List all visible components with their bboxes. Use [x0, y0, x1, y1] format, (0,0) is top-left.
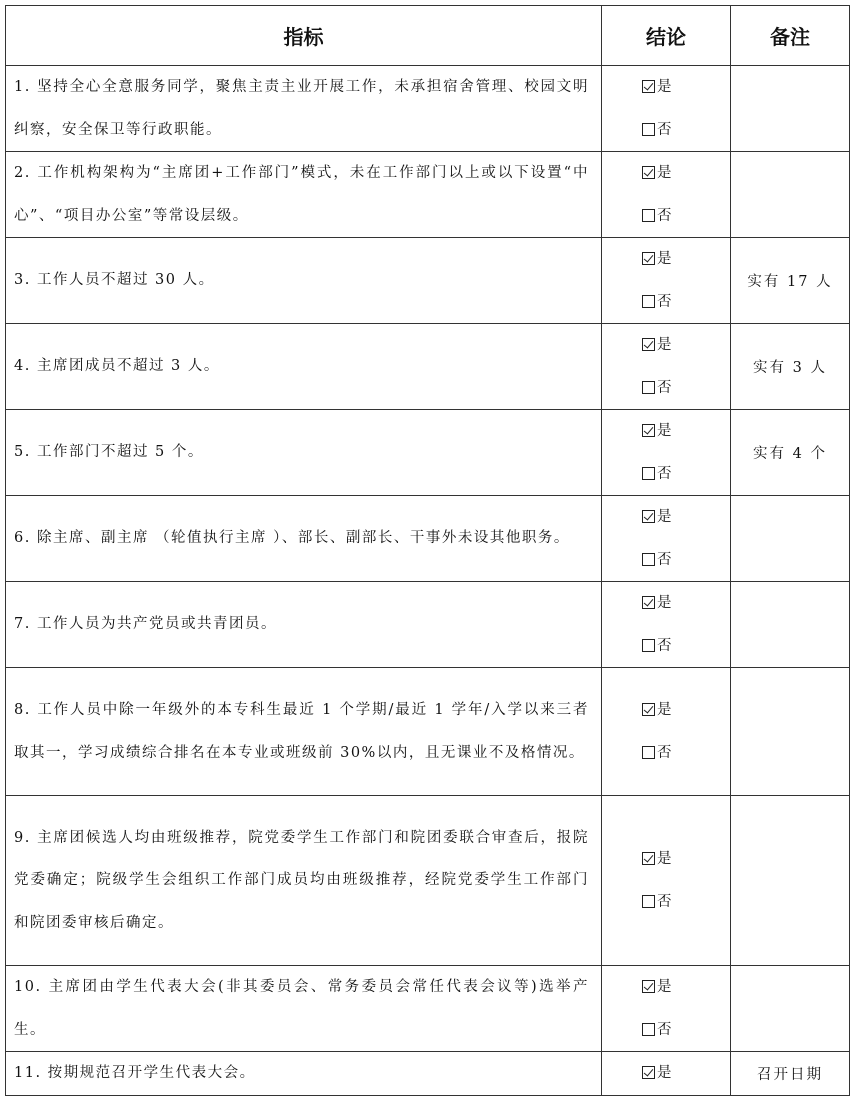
conclusion-cell [602, 966, 731, 1052]
checked-box-icon[interactable] [642, 338, 655, 351]
option-label: 否 [657, 637, 672, 654]
checked-box-icon[interactable] [642, 980, 655, 993]
checked-box-icon[interactable] [642, 252, 655, 265]
table-row [6, 796, 850, 966]
conclusion-cell [602, 152, 731, 238]
remark-cell [731, 152, 850, 238]
option-yes[interactable] [602, 66, 730, 109]
option-label: 是 [657, 79, 672, 95]
option-no[interactable] [602, 453, 730, 496]
option-no[interactable] [602, 625, 730, 668]
checklist-sheet [5, 5, 849, 1096]
checklist-table [5, 5, 850, 1096]
option-yes[interactable] [602, 410, 730, 453]
checked-box-icon[interactable] [642, 596, 655, 609]
option-yes[interactable] [602, 966, 730, 1009]
remark-cell: 实有 17 人 [731, 238, 850, 324]
option-label: 否 [657, 744, 672, 761]
indicator-text: 1. 坚持全心全意服务同学，聚焦主责主业开展工作，未承担宿舍管理、校园文明纠察，安全保卫等行政职能。 [6, 66, 602, 152]
option-yes[interactable] [602, 152, 730, 195]
option-label: 是 [657, 595, 672, 611]
indicator-text: 7. 工作人员为共产党员或共青团员。 [6, 582, 602, 668]
conclusion-cell [602, 796, 731, 966]
option-label: 是 [657, 851, 672, 867]
table-body [6, 66, 850, 1096]
empty-box-icon[interactable] [642, 895, 655, 908]
option-label: 是 [657, 979, 672, 995]
checked-box-icon[interactable] [642, 80, 655, 93]
checked-box-icon[interactable] [642, 510, 655, 523]
conclusion-cell [602, 410, 731, 496]
option-no[interactable] [602, 281, 730, 324]
indicator-text: 3. 工作人员不超过 30 人。 [6, 238, 602, 324]
table-row [6, 582, 850, 668]
option-label: 是 [657, 509, 672, 525]
table-row [6, 1052, 850, 1096]
option-label: 是 [657, 165, 672, 181]
checked-box-icon[interactable] [642, 703, 655, 716]
option-label: 是 [657, 251, 672, 267]
conclusion-cell [602, 668, 731, 796]
option-yes[interactable] [602, 1052, 730, 1095]
option-label: 否 [657, 551, 672, 568]
table-row [6, 324, 850, 410]
checked-box-icon[interactable] [642, 1066, 655, 1079]
checked-box-icon[interactable] [642, 852, 655, 865]
option-yes[interactable] [602, 238, 730, 281]
empty-box-icon[interactable] [642, 553, 655, 566]
table-row [6, 152, 850, 238]
checked-box-icon[interactable] [642, 166, 655, 179]
option-label: 否 [657, 379, 672, 396]
option-no[interactable] [602, 109, 730, 152]
option-no[interactable] [602, 539, 730, 582]
remark-cell: 召开日期 [731, 1052, 850, 1096]
empty-box-icon[interactable] [642, 381, 655, 394]
conclusion-cell [602, 496, 731, 582]
table-row [6, 238, 850, 324]
table-row [6, 410, 850, 496]
indicator-text: 6. 除主席、副主席 （轮值执行主席 ）、部长、副部长、干事外未设其他职务。 [6, 496, 602, 582]
remark-cell [731, 668, 850, 796]
conclusion-cell [602, 66, 731, 152]
indicator-text: 8. 工作人员中除一年级外的本专科生最近 1 个学期/最近 1 学年/入学以来三者取其一，学习成绩综合排名在本专业或班级前 30%以内，且无课业不及格情况。 [6, 668, 602, 796]
option-label: 否 [657, 207, 672, 224]
table-row [6, 668, 850, 796]
remark-cell: 实有 3 人 [731, 324, 850, 410]
option-label: 否 [657, 893, 672, 910]
option-label: 是 [657, 1065, 672, 1081]
checked-box-icon[interactable] [642, 424, 655, 437]
table-row [6, 66, 850, 152]
conclusion-cell [602, 238, 731, 324]
option-no[interactable] [602, 732, 730, 775]
remark-cell: 实有 4 个 [731, 410, 850, 496]
option-label: 否 [657, 465, 672, 482]
conclusion-header: 结论 [602, 6, 731, 66]
remark-cell [731, 796, 850, 966]
empty-box-icon[interactable] [642, 639, 655, 652]
conclusion-cell [602, 582, 731, 668]
option-label: 是 [657, 702, 672, 718]
empty-box-icon[interactable] [642, 1023, 655, 1036]
option-no[interactable] [602, 881, 730, 924]
remark-cell [731, 496, 850, 582]
indicator-header: 指标 [6, 6, 602, 66]
empty-box-icon[interactable] [642, 467, 655, 480]
remark-cell [731, 582, 850, 668]
option-label: 是 [657, 337, 672, 353]
option-yes[interactable] [602, 496, 730, 539]
indicator-text: 5. 工作部门不超过 5 个。 [6, 410, 602, 496]
empty-box-icon[interactable] [642, 746, 655, 759]
empty-box-icon[interactable] [642, 123, 655, 136]
conclusion-cell [602, 1052, 731, 1096]
option-no[interactable] [602, 195, 730, 238]
option-yes[interactable] [602, 324, 730, 367]
option-no[interactable] [602, 367, 730, 410]
option-label: 否 [657, 293, 672, 310]
indicator-text: 9. 主席团候选人均由班级推荐，院党委学生工作部门和院团委联合审查后，报院党委确定；院级学生会组织工作部门成员均由班级推荐，经院党委学生工作部门和院团委审核后确定。 [6, 796, 602, 966]
indicator-text: 10. 主席团由学生代表大会(非其委员会、常务委员会常任代表会议等)选举产生。 [6, 966, 602, 1052]
table-row [6, 496, 850, 582]
option-label: 否 [657, 1021, 672, 1038]
remark-cell [731, 966, 850, 1052]
option-yes[interactable] [602, 582, 730, 625]
conclusion-cell [602, 324, 731, 410]
indicator-text: 4. 主席团成员不超过 3 人。 [6, 324, 602, 410]
option-yes[interactable] [602, 689, 730, 732]
option-label: 否 [657, 121, 672, 138]
table-header-row [6, 6, 850, 66]
indicator-text: 11. 按期规范召开学生代表大会。 [6, 1052, 602, 1096]
remark-header: 备注 [731, 6, 850, 66]
option-label: 是 [657, 423, 672, 439]
table-row [6, 966, 850, 1052]
option-yes[interactable] [602, 838, 730, 881]
indicator-text: 2. 工作机构架构为“主席团+工作部门”模式，未在工作部门以上或以下设置“中心”、“项目办公室”等常设层级。 [6, 152, 602, 238]
remark-cell [731, 66, 850, 152]
empty-box-icon[interactable] [642, 209, 655, 222]
empty-box-icon[interactable] [642, 295, 655, 308]
option-no[interactable] [602, 1009, 730, 1052]
